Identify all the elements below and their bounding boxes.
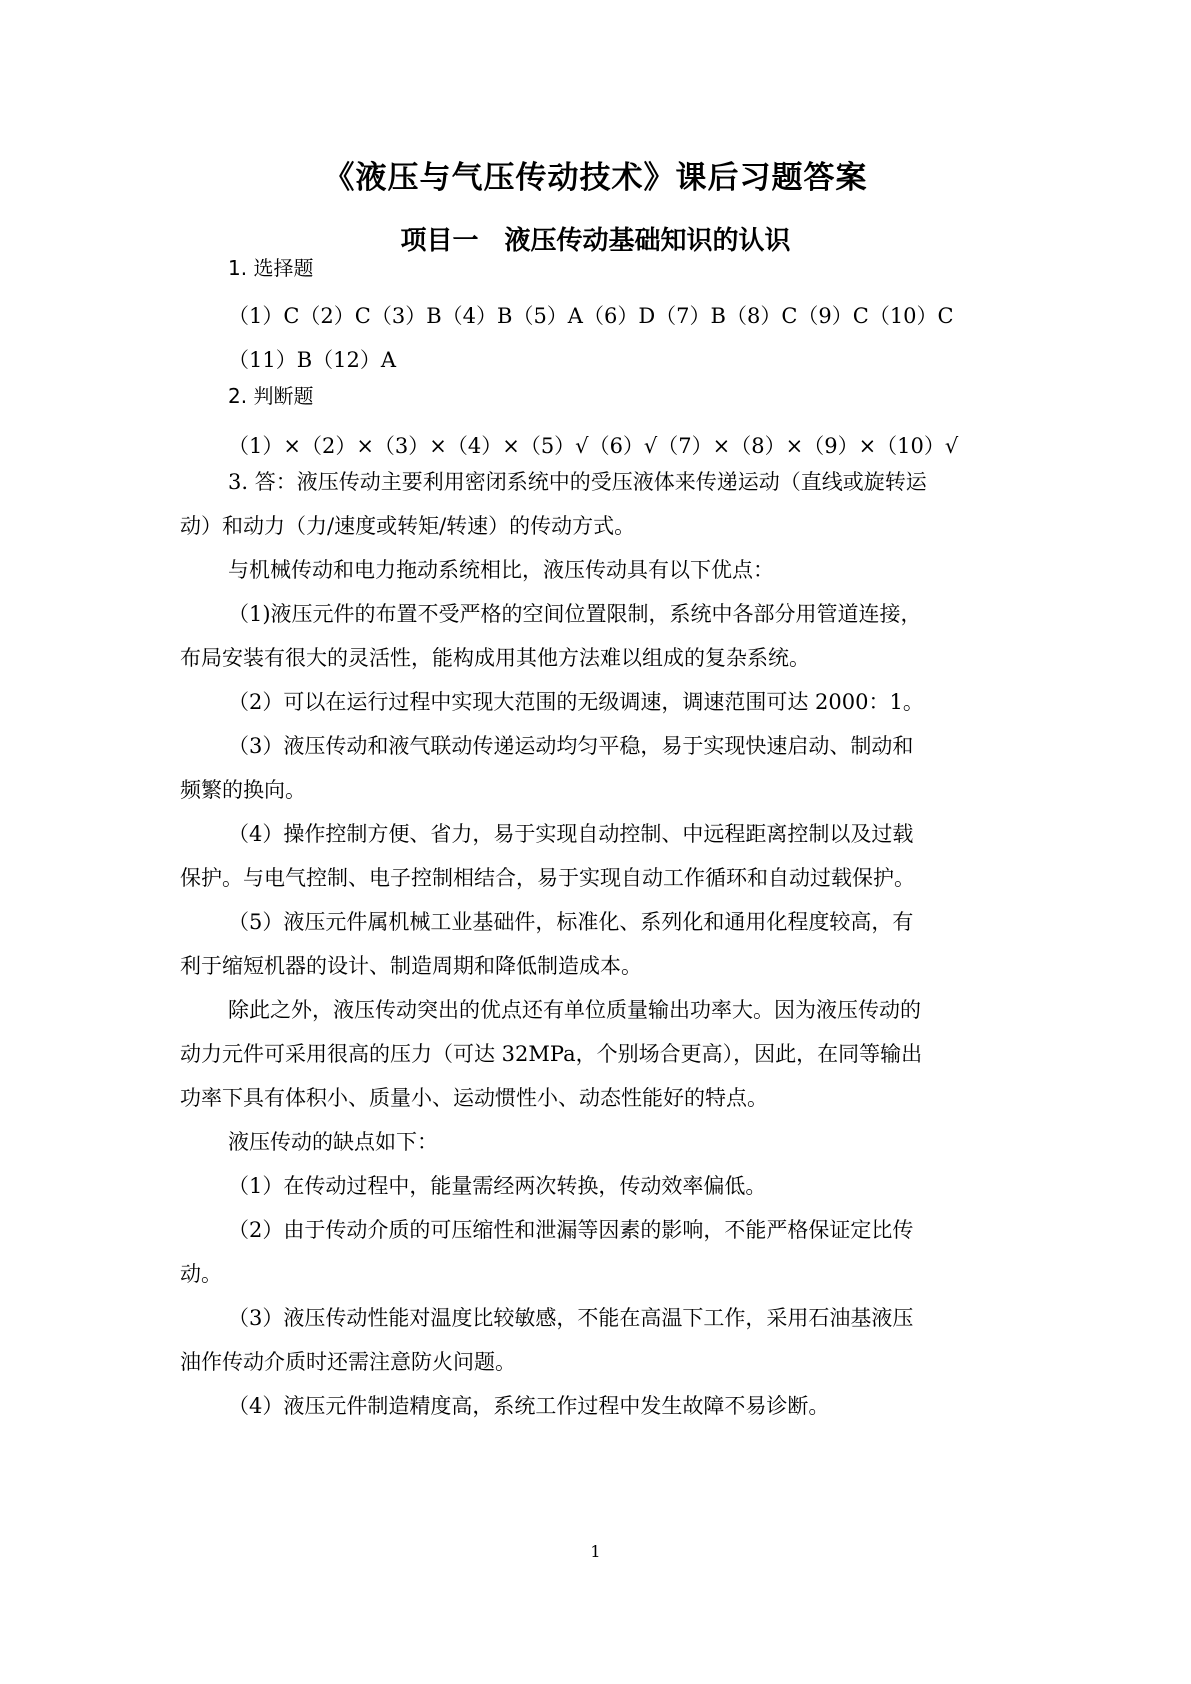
- paragraph-line: （2）由于传动介质的可压缩性和泄漏等因素的影响，不能严格保证定比传: [228, 1218, 914, 1242]
- answer-line: （11）B（12）A: [228, 348, 397, 372]
- paragraph-line: 动力元件可采用很高的压力（可达 32MPa，个别场合更高），因此，在同等输出: [180, 1042, 923, 1066]
- paragraph-line: 保护。与电气控制、电子控制相结合，易于实现自动工作循环和自动过载保护。: [180, 866, 915, 890]
- paragraph-line: （1）在传动过程中，能量需经两次转换，传动效率偏低。: [228, 1174, 767, 1198]
- paragraph-line: （5）液压元件属机械工业基础件，标准化、系列化和通用化程度较高，有: [228, 910, 914, 934]
- paragraph-line: （3）液压传动和液气联动传递运动均匀平稳，易于实现快速启动、制动和: [228, 734, 914, 758]
- paragraph-line: 频繁的换向。: [180, 778, 306, 802]
- paragraph-line: 利于缩短机器的设计、制造周期和降低制造成本。: [180, 954, 642, 978]
- section-heading: 项目一 液压传动基础知识的认识: [400, 226, 791, 256]
- paragraph-line: 动。: [180, 1262, 222, 1286]
- paragraph-line: 液压传动的缺点如下：: [228, 1130, 438, 1154]
- paragraph-line: 布局安装有很大的灵活性，能构成用其他方法难以组成的复杂系统。: [180, 646, 810, 670]
- paragraph-line: （4）操作控制方便、省力，易于实现自动控制、中远程距离控制以及过载: [228, 822, 914, 846]
- answer-line: （1）×（2）×（3）×（4）×（5）√（6）√（7）×（8）×（9）×（10）√: [228, 434, 959, 458]
- paragraph-line: （4）液压元件制造精度高，系统工作过程中发生故障不易诊断。: [228, 1394, 830, 1418]
- paragraph-line: 功率下具有体积小、质量小、运动惯性小、动态性能好的特点。: [180, 1086, 768, 1110]
- page-number: 1: [590, 1542, 601, 1561]
- paragraph-line: （1)液压元件的布置不受严格的空间位置限制，系统中各部分用管道连接，: [228, 602, 922, 626]
- paragraph-line: 3. 答：液压传动主要利用密闭系统中的受压液体来传递运动（直线或旋转运: [228, 470, 927, 494]
- paragraph-line: 动）和动力（力/速度或转矩/转速）的传动方式。: [180, 514, 636, 538]
- paragraph-line: （2）可以在运行过程中实现大范围的无级调速，调速范围可达 2000：1。: [228, 690, 924, 714]
- paragraph-line: 与机械传动和电力拖动系统相比，液压传动具有以下优点：: [228, 558, 774, 582]
- question-heading-judge: 2. 判断题: [228, 384, 314, 408]
- paragraph-line: 除此之外，液压传动突出的优点还有单位质量输出功率大。因为液压传动的: [228, 998, 921, 1022]
- document-title: 《液压与气压传动技术》课后习题答案: [323, 160, 868, 196]
- question-heading-choice: 1. 选择题: [228, 256, 314, 280]
- answer-line: （1）C（2）C（3）B（4）B（5）A（6）D（7）B（8）C（9）C（10）C: [228, 304, 954, 328]
- paragraph-line: 油作传动介质时还需注意防火问题。: [180, 1350, 516, 1374]
- paragraph-line: （3）液压传动性能对温度比较敏感，不能在高温下工作，采用石油基液压: [228, 1306, 914, 1330]
